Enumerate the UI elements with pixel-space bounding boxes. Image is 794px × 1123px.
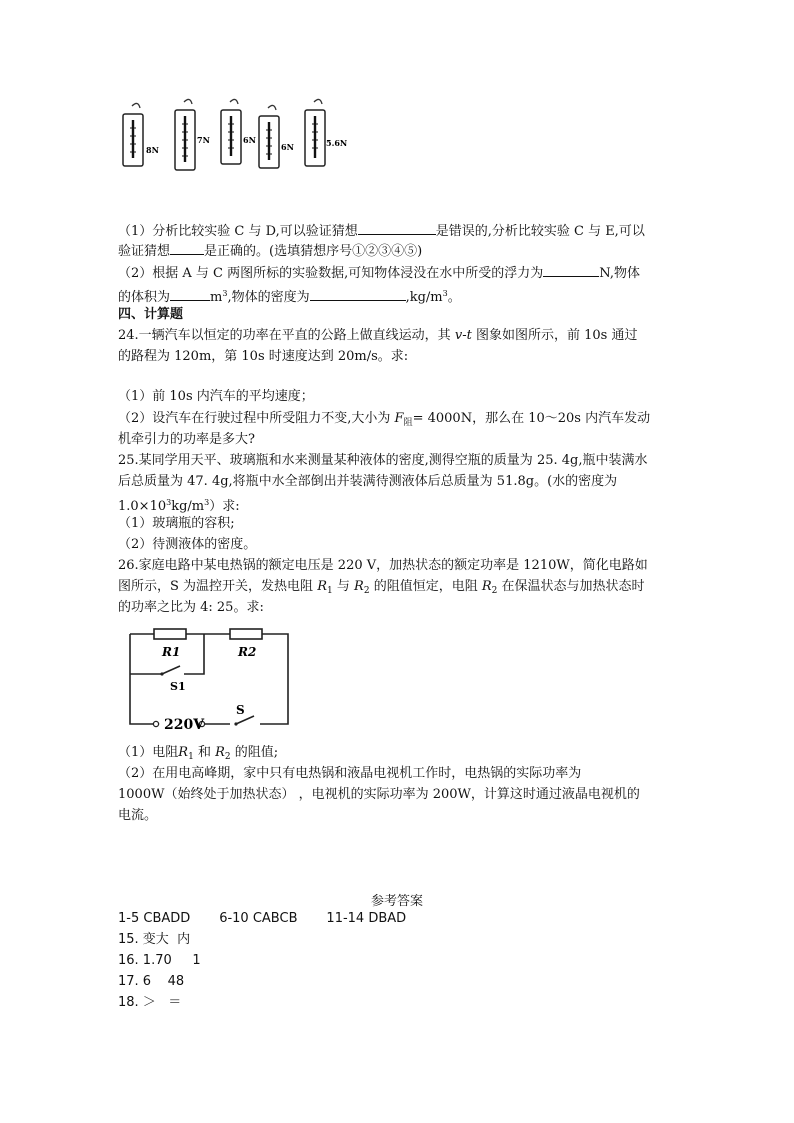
q24-line2: 的路程为 120m，第 10s 时速度达到 20m/s。求:: [118, 349, 409, 364]
q26-sub2-line1: （2）在用电高峰期，家中只有电热锅和液晶电视机工作时，电热锅的实际功率为: [118, 766, 582, 781]
q24-sub2-line2: 机牵引力的功率是多大?: [118, 432, 255, 447]
spring-scale-b-label: 7N: [197, 135, 210, 145]
answer-line: 1-5 CBADD 6-10 CABCB 11-14 DBAD: [118, 911, 407, 926]
blank: [310, 288, 406, 301]
q23-part2-line1: （2）根据 A 与 C 两图所标的实验数据,可知物体浸没在水中所受的浮力为 N,物体: [118, 266, 640, 281]
circuit-voltage-label: 220V: [164, 717, 205, 733]
q26-sub2-line2: 1000W（始终处于加热状态） ，电视机的实际功率为 200W，计算这时通过液晶电视机的: [118, 787, 640, 802]
q26-line1: 26.家庭电路中某电热锅的额定电压是 220 V，加热状态的额定功率是 1210W，简化电路如: [118, 558, 648, 573]
q25-line3: $1.0\times 10^3kg/m^3$）求:: [118, 498, 240, 514]
spring-scale-e-label: 5.6N: [326, 138, 348, 148]
q25-sub2: （2）待测液体的密度。: [118, 537, 257, 552]
circuit-r2-label: R2: [238, 645, 257, 659]
spring-scale-figure: [110, 98, 350, 178]
q24-sub1: （1）前 10s 内汽车的平均速度；: [118, 389, 314, 404]
spring-scale-d-label: 6N: [281, 142, 294, 152]
circuit-s-label: S: [236, 703, 245, 717]
blank: [170, 288, 210, 301]
answer-line: 16. 1.70 1: [118, 953, 201, 968]
circuit-diagram: [126, 626, 296, 738]
spring-scale-d: [259, 105, 279, 168]
q23-part1-line1: （1）分析比较实验 C 与 D,可以验证猜想 是错误的,分析比较实验 C 与 E,可以: [118, 224, 645, 239]
spring-scale-e: [305, 99, 325, 166]
q23-part1-line2: 验证猜想 是正确的。(选填猜想序号①②③④⑤): [118, 244, 423, 259]
q26-sub1: （1）电阻$R_1$ 和 $R_2$ 的阻值;: [118, 745, 279, 762]
q25-line1: 25.某同学用天平、玻璃瓶和水来测量某种液体的密度,测得空瓶的质量为 25. 4g,瓶中装满水: [118, 453, 648, 468]
q23-part2-line2: 的体积为 $m^3$,物体的密度为 $,kg/m^3$。: [118, 289, 461, 305]
answer-line: 15. 变大 内: [118, 932, 191, 947]
answer-line: 18. ＞ ＝: [118, 995, 182, 1010]
blank: [358, 222, 436, 235]
q24-line1: 24.一辆汽车以恒定的功率在平直的公路上做直线运动，其 v-t 图象如图所示，前 10s 通过: [118, 328, 638, 343]
spring-scale-c: [221, 99, 241, 164]
q25-line2: 后总质量为 47. 4g,将瓶中水全部倒出并装满待测液体后总质量为 51.8g。(水的密度为: [118, 474, 618, 489]
q26-sub2-line3: 电流。: [118, 808, 158, 823]
answers-title: 参考答案: [370, 894, 423, 909]
q26-line3: 的功率之比为 4: 25。求:: [118, 600, 264, 615]
answer-line: 17. 6 48: [118, 974, 185, 989]
section-title: 四、计算题: [118, 307, 184, 322]
spring-scale-a-label: 8N: [146, 145, 159, 155]
spring-scale-c-label: 6N: [243, 135, 256, 145]
blank: [170, 242, 204, 255]
q24-sub2-line1: （2）设汽车在行驶过程中所受阻力不变,大小为 $F_阻= 4000N$，那么在 10～20s 内汽车发动: [118, 411, 651, 428]
circuit-r1-label: R1: [162, 645, 181, 659]
spring-scale-b: [175, 99, 195, 170]
spring-scale-a: [123, 103, 143, 166]
q25-sub1: （1）玻璃瓶的容积;: [118, 516, 235, 531]
circuit-s1-label: S1: [170, 680, 186, 693]
q26-line2: 图所示，S 为温控开关，发热电阻 $R_1$ 与 $R_2$ 的阻值恒定，电阻 $R_2$ 在保温状态与加热状态时: [118, 579, 645, 596]
blank: [543, 264, 599, 277]
